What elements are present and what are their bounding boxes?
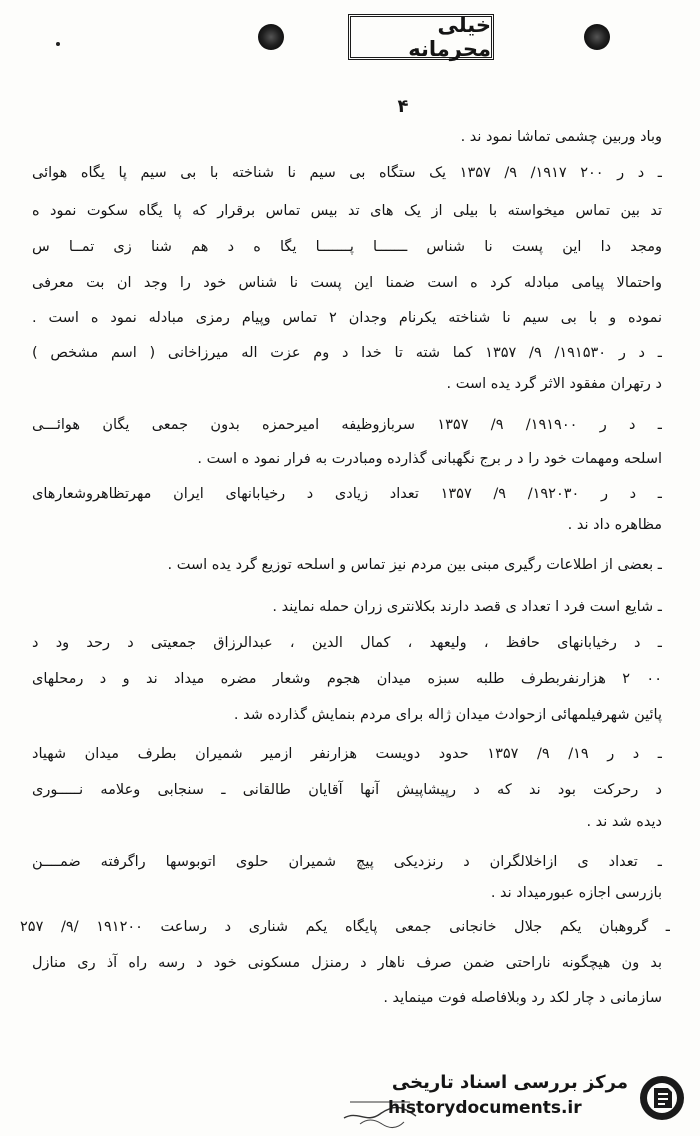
punch-hole-right-icon	[584, 24, 610, 50]
body-line: ـ د رخیابانهای حافظ ، ولیعهد ، کمال الدین ، عبدالرزاق جمعیتی د رحد ود د	[32, 635, 662, 651]
body-line: ومجد دا این پست نا شناس ـــــــا پـــــــا یگا ه د هم شنا زی تمــا س	[32, 239, 662, 255]
footer-website-link[interactable]: historydocuments.ir	[388, 1098, 582, 1118]
body-line: اسلحه ومهمات خود را د ر برج نگهبانی گذارده ومبادرت به فرار نمود ه است .	[197, 451, 662, 467]
body-line: پائین شهرفیلمهائی ازحوادث میدان ژاله برای مردم بنمایش گذارده شد .	[233, 707, 662, 723]
body-line: تد بین تماس میخواسته با بیلی از یک های تد بیس تماس برقرار که پا یگاه سکوت نمود ه	[32, 203, 662, 219]
body-line: دیده شد ند .	[586, 814, 662, 830]
body-line: د رحرکت بود ند که د رپیشاپیش آنها آقایان طالقانی ـ سنجابی وعلامه نـــــوری	[32, 782, 662, 798]
punch-hole-left-icon	[258, 24, 284, 50]
body-line: ـ گروهبان یکم جلال خانجانی جمعی پایگاه یکم شناری د رساعت ۱۹۱۲۰۰ /۹/ ۲۵۷	[20, 919, 670, 935]
body-line: بد ون هیچگونه ناراحتی ضمن صرف ناهار د رمنزل مسکونی خود د رسه راه آذ ری منازل	[32, 955, 662, 971]
body-line: ـ د ر ۲۰۰ ۱۹۱۷/ ۹/ ۱۳۵۷ یک ستگاه بی سیم نا شناخته با بی سیم پا یگاه هوائی	[32, 165, 662, 181]
footer-organization: مرکز بررسی اسناد تاریخی	[391, 1072, 628, 1093]
body-line: مظاهره داد ند .	[567, 517, 662, 533]
body-line: ـ شایع است فرد ا تعداد ی قصد دارند بکلانتری زران حمله نمایند .	[272, 599, 662, 615]
archive-logo-icon	[638, 1074, 686, 1122]
body-line: ـ د ر ۱۹۱۵۳۰/ ۹/ ۱۳۵۷ کما شته تا خدا د وم عزت اله میرزاخانی ( اسم مشخص )	[32, 345, 662, 361]
body-line: نموده و با بی سیم نا شناخته یکرنام وجدان ۲ تماس وپیام رمزی مبادله نمود ه است .	[32, 310, 662, 326]
body-line: ـ د ر ۱۹/ ۹/ ۱۳۵۷ حدود دویست هزارنفر ازمیر شمیران بطرف میدان شهیاد	[32, 746, 662, 762]
body-line: وباد وربین چشمی تماشا نمود ند .	[460, 129, 662, 145]
body-line: بازرسی اجازه عبورمیداد ند .	[490, 885, 662, 901]
body-line: ـ تعداد ی ازاخلالگران د رنزدیکی پیچ شمیران حلوی اتوبوسها راگرفته ضمــــن	[32, 854, 662, 870]
body-line: ۰۰ ۲ هزارنفربطرف طلبه سبزه میدان هجوم وشعار مضره میداد ند و د رمحلهای	[32, 671, 662, 687]
body-line: ـ بعضی از اطلاعات رگیری مبنی بین مردم نیز تماس و اسلحه توزیع گرد یده است .	[167, 557, 662, 573]
body-line: د رتهران مفقود الاثر گرد یده است .	[446, 376, 662, 392]
ink-dot	[56, 42, 60, 46]
body-line: سازمانی د چار لکد رد وبلافاصله فوت مینماید .	[383, 990, 662, 1006]
body-line: ـ د ر ۱۹۲۰۳۰/ ۹/ ۱۳۵۷ تعداد زیادی د رخیابانهای ایران مهرتظاهروشعارهای	[32, 486, 662, 502]
page-number: ۴	[397, 96, 409, 117]
classification-stamp: خیلی محرمانه	[348, 14, 494, 60]
body-line: ـ د ر ۱۹۱۹۰۰/ ۹/ ۱۳۵۷ سربازوظیفه امیرحمزه بدون جمعی یگان هوائـــی	[32, 417, 662, 433]
body-line: واحتمالا پیامی مبادله کرد ه است ضمنا این پست نا شناس خود را وجد ان بت معرفی	[32, 275, 662, 291]
